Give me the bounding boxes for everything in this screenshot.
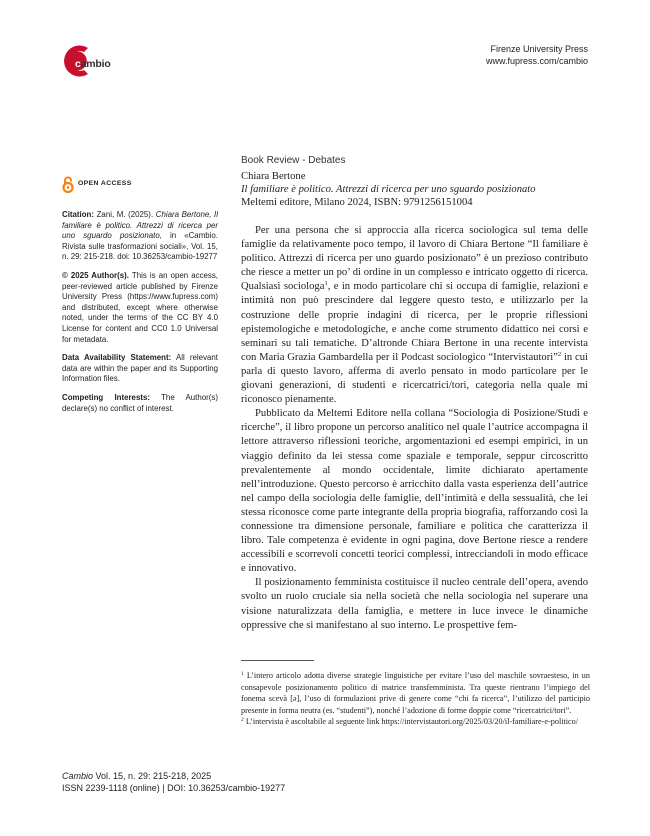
page-footer <box>62 771 285 794</box>
open-access-label: OPEN ACCESS <box>78 180 132 188</box>
data-availability-text: All relevant data are within the paper and its Supporting Information files. <box>62 353 218 384</box>
paragraph-2: Pubblicato da Meltemi Editore nella collana “Sociologia di Posizione/Studi e ricerche”, il libro propone un percorso analitico nel quale l’autrice accompagna il lettore attraverso riflessioni teoriche, argomentazioni ed esempi empirici, in un viaggio definito da lei stessa come spaziale e temporale, seppur circoscritto prevalentemente al mondo occidentale, limite dichiarato apertamente nell’introduzione. Questo percorso è arricchito dalla vasta esperienza dell’autrice nel campo della sociologia delle famiglie, dell’intimità e della sessualità, che lei stessa riconosce come parte integrante della propria biografia, rafforzando così la connessione tra dimensione personale, familiare e politica che caratterizza il libro. Tale competenza è evidente in ogni pagina, dove Bertone riesce a rendere accessibili e scorrevoli concetti teorici complessi, intrecciandoli in modo efficace e innovativo. <box>241 408 588 575</box>
footer-journal-line: Cambio Vol. 15, n. 29: 215-218, 2025 <box>62 771 212 781</box>
copyright-block <box>62 271 218 345</box>
footnote-2: $^2$ L’intervista è ascoltabile al seguente link https://intervistautori.org/2025/03/20/il-familiare-e-politico/ <box>241 717 579 726</box>
competing-interests-text: The Author(s) declare(s) no conflict of interest. <box>62 392 218 413</box>
open-access-lock-icon <box>62 176 74 193</box>
publisher-info <box>486 43 588 67</box>
citation-label: Citation: <box>62 210 94 219</box>
paragraph-1: Per una persona che si approccia alla ricerca sociologica sul tema delle famiglie da relativamente poco tempo, il lavoro di Chiara Bertone “Il familiare è politico. Attrezzi di ricerca per uno guardo posizionato” è un prezioso contributo che riesce a metter un po’ di ordine in un complesso e intricato oggetto di ricerca. Qualsiasi sociologa$^1$, e in modo particolare chi si occupa di famiglie, relazioni e intimità non può prescindere dal leggere questo testo, e utilizzarlo per la costruzione delle proprie indagini di ricerca, per le proprie riflessioni epistemologiche e metodologiche, e anche come strumento didattico nei corsi e seminari su tali tematiche. D’altronde Chiara Bertone in una recente intervista con Maria Grazia Gambardella per il Podcast sociologico “Intervistautori”$^2$ in cui parla di questo lavoro, afferma di averlo pensato in modo particolare per le giovani generazioni, di studenti e ricercatrici/tori, categoria nella quale mi riconosco pienamente. <box>241 225 589 406</box>
publisher-url[interactable]: www.fupress.com/cambio <box>485 56 588 66</box>
paragraph-3: Il posizionamento femminista costituisce il nucleo centrale dell’opera, avendo svolto un ruolo cruciale sia nella società che nella sociologia nel superare una visione naturalizzata della famiglia, e mettere in luce invece le dinamiche oppressive che si manifestano al suo interno. Le prospettive fem- <box>241 577 588 631</box>
section-label: Book Review - Debates <box>241 155 346 166</box>
citation-text-1: Zani, M. (2025). <box>96 210 154 219</box>
footnotes <box>241 670 590 728</box>
copyright-label: © 2025 Author(s). <box>62 270 129 280</box>
article-body <box>241 224 588 633</box>
footnote-ref-1[interactable]: 1 <box>324 280 328 288</box>
review-header <box>241 154 591 209</box>
cambio-wordmark: cambio <box>75 58 111 70</box>
citation-block <box>62 210 218 263</box>
citation-text-2: in «Cambio. Rivista sulle trasformazioni sociali», Vol. 15, n. 29: 215-218. doi: 10.36253/cambio-19277 <box>62 231 218 262</box>
article-sidebar <box>62 176 218 422</box>
footnote-1: $^1$ L’intero articolo adotta diverse strategie linguistiche per evitare l’uso del maschile sovraesteso, in un consapevole posizionamento politico di matrice transfemminista. Tra queste rientrano l’impiego del fonema scevà [ə], l’uso di formulazioni prive di genere come “chi fa ricerca”, l’utilizzo del participio presente in forma neutra (es. “studenti”), nonché l’adozione di forme doppie come “ricercatrici/tori”. <box>241 671 590 715</box>
footnote-divider <box>241 660 314 661</box>
publisher-name: Firenze University Press <box>490 44 588 54</box>
open-access-badge <box>62 176 218 193</box>
book-publisher: Meltemi editore, Milano 2024, ISBN: 9791256151004 <box>241 197 473 208</box>
citation-title: Chiara Bertone, Il familiare è politico. Attrezzi di ricerca per uno sguardo posizionato, <box>62 210 218 241</box>
footer-journal-name: Cambio <box>62 771 94 781</box>
competing-interests-block <box>62 393 218 414</box>
footnote-ref-2[interactable]: 2 <box>557 350 562 358</box>
book-author: Chiara Bertone <box>241 171 306 182</box>
footer-issn-doi: ISSN 2239-1118 (online) | DOI: 10.36253/cambio-19277 <box>62 782 286 793</box>
competing-interests-label: Competing Interests: <box>62 392 150 402</box>
cambio-logo <box>58 43 118 79</box>
data-availability-block <box>62 353 218 385</box>
copyright-text: This is an open access, peer-reviewed article published by Firenze University Press (https://www.fupress.com) and distributed, except where otherwise noted, under the terms of the CC BY 4.0 License for content and CC0 1.0 Universal for metadata. <box>62 270 218 344</box>
data-availability-label: Data Availability Statement: <box>62 353 172 363</box>
book-title: Il familiare è politico. Attrezzi di ricerca per uno sguardo posizionato <box>241 184 536 195</box>
